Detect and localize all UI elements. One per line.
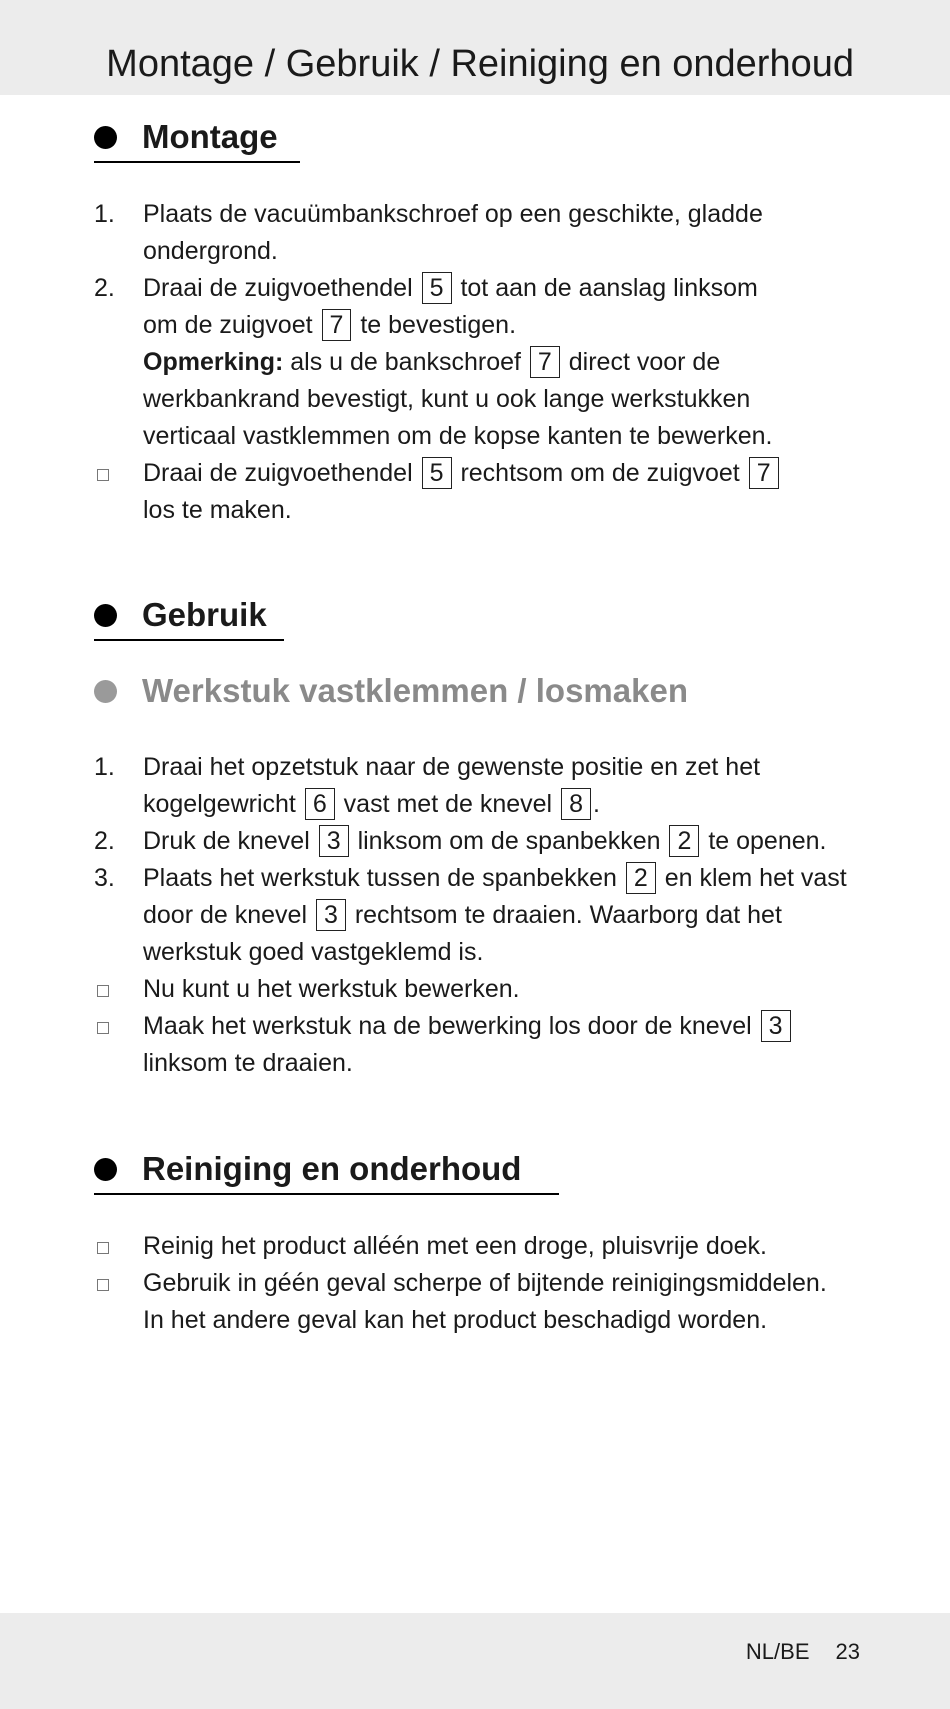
subsection-heading-werkstuk xyxy=(94,670,688,712)
list-text: Nu kunt u het werkstuk bewerken. xyxy=(143,975,520,1003)
list-text: rechtsom om de zuigvoet xyxy=(460,459,740,487)
page-header-title: Montage / Gebruik / Reiniging en onderhoud xyxy=(106,43,854,85)
part-reference: 8 xyxy=(561,788,591,820)
list-number: 2. xyxy=(94,827,115,855)
list-item xyxy=(94,270,874,455)
list-text: Draai de zuigvoethendel xyxy=(143,459,413,487)
bullet-dot-icon xyxy=(94,604,117,627)
list-text: Draai de zuigvoethendel xyxy=(143,274,413,302)
list-text: linksom te draaien. xyxy=(143,1049,353,1077)
list-item xyxy=(94,749,874,823)
section-title: Gebruik xyxy=(142,596,267,633)
part-reference: 6 xyxy=(305,788,335,820)
subsection-title: Werkstuk vastklemmen / losmaken xyxy=(142,672,688,709)
list-text: los te maken. xyxy=(143,496,292,524)
list-text: kogelgewricht xyxy=(143,790,296,818)
section-underline xyxy=(94,161,300,163)
list-text: als u de bankschroef xyxy=(290,348,521,376)
reiniging-list xyxy=(94,1228,874,1339)
bullet-dot-icon xyxy=(94,680,117,703)
list-item xyxy=(94,823,874,860)
list-item xyxy=(94,1008,874,1082)
list-line xyxy=(143,307,874,344)
list-number: 3. xyxy=(94,864,115,892)
list-line xyxy=(143,786,874,823)
list-text: Gebruik in géén geval scherpe of bijtende reinigingsmiddelen. xyxy=(143,1269,827,1297)
page-footer xyxy=(746,1637,860,1667)
list-line xyxy=(143,897,874,934)
part-reference: 5 xyxy=(422,272,452,304)
checkbox-bullet-icon xyxy=(94,1228,143,1265)
list-text: verticaal vastklemmen om de kopse kanten te bewerken. xyxy=(143,422,773,450)
part-reference: 3 xyxy=(316,899,346,931)
bullet-dot-icon xyxy=(94,126,117,149)
part-reference: 3 xyxy=(761,1010,791,1042)
list-text: In het andere geval kan het product beschadigd worden. xyxy=(143,1306,768,1334)
list-text: . xyxy=(592,790,600,818)
list-text: te openen. xyxy=(708,827,827,855)
section-title: Montage xyxy=(142,118,278,155)
list-item xyxy=(94,1265,874,1339)
list-text: en klem het vast xyxy=(664,864,847,892)
list-item xyxy=(94,971,874,1008)
list-item xyxy=(94,455,874,529)
section-title: Reiniging en onderhoud xyxy=(142,1150,522,1187)
checkbox-bullet-icon xyxy=(94,1008,143,1082)
list-item xyxy=(94,196,874,270)
list-text: Plaats het werkstuk tussen de spanbekken xyxy=(143,864,617,892)
checkbox-bullet-icon xyxy=(94,1265,143,1339)
list-text: tot aan de aanslag linksom xyxy=(460,274,758,302)
list-number: 1. xyxy=(94,753,115,781)
list-text: ondergrond. xyxy=(143,237,278,265)
section-heading-reiniging xyxy=(94,1148,521,1190)
part-reference: 7 xyxy=(530,346,560,378)
list-text: Draai het opzetstuk naar de gewenste positie en zet het xyxy=(143,753,761,781)
part-reference: 2 xyxy=(626,862,656,894)
list-line xyxy=(143,344,874,381)
list-text: Maak het werkstuk na de bewerking los door de knevel xyxy=(143,1012,752,1040)
list-text: linksom om de spanbekken xyxy=(357,827,661,855)
list-line xyxy=(143,455,874,492)
list-line xyxy=(143,823,874,860)
list-text: Reinig het product alléén met een droge, pluisvrije doek. xyxy=(143,1232,767,1260)
part-reference: 7 xyxy=(749,457,779,489)
section-underline xyxy=(94,639,284,641)
list-line xyxy=(143,1008,874,1045)
part-reference: 3 xyxy=(319,825,349,857)
footer-locale: NL/BE xyxy=(745,1639,810,1664)
montage-list xyxy=(94,196,874,529)
list-item xyxy=(94,1228,874,1265)
list-text: Druk de knevel xyxy=(143,827,310,855)
list-text: direct voor de xyxy=(568,348,721,376)
list-text: door de knevel xyxy=(143,901,308,929)
page-number: 23 xyxy=(835,1639,860,1664)
part-reference: 7 xyxy=(322,309,352,341)
part-reference: 2 xyxy=(669,825,699,857)
part-reference: 5 xyxy=(422,457,452,489)
list-line xyxy=(143,860,874,897)
note-label: Opmerking: xyxy=(143,348,284,376)
list-item xyxy=(94,860,874,971)
section-underline xyxy=(94,1193,559,1195)
list-text: vast met de knevel xyxy=(343,790,553,818)
list-number: 1. xyxy=(94,200,115,228)
list-text: werkbankrand bevestigt, kunt u ook lange werkstukken xyxy=(143,385,751,413)
list-text: Plaats de vacuümbankschroef op een geschikte, gladde xyxy=(143,200,763,228)
list-number: 2. xyxy=(94,274,115,302)
list-text: om de zuigvoet xyxy=(143,311,313,339)
list-line xyxy=(143,270,874,307)
section-heading-montage xyxy=(94,116,278,158)
checkbox-bullet-icon xyxy=(94,455,143,529)
bullet-dot-icon xyxy=(94,1158,117,1181)
list-text: werkstuk goed vastgeklemd is. xyxy=(143,938,484,966)
list-text: te bevestigen. xyxy=(360,311,517,339)
checkbox-bullet-icon xyxy=(94,971,143,1008)
section-heading-gebruik xyxy=(94,594,267,636)
werkstuk-list xyxy=(94,749,874,1082)
list-text: rechtsom te draaien. Waarborg dat het xyxy=(354,901,782,929)
